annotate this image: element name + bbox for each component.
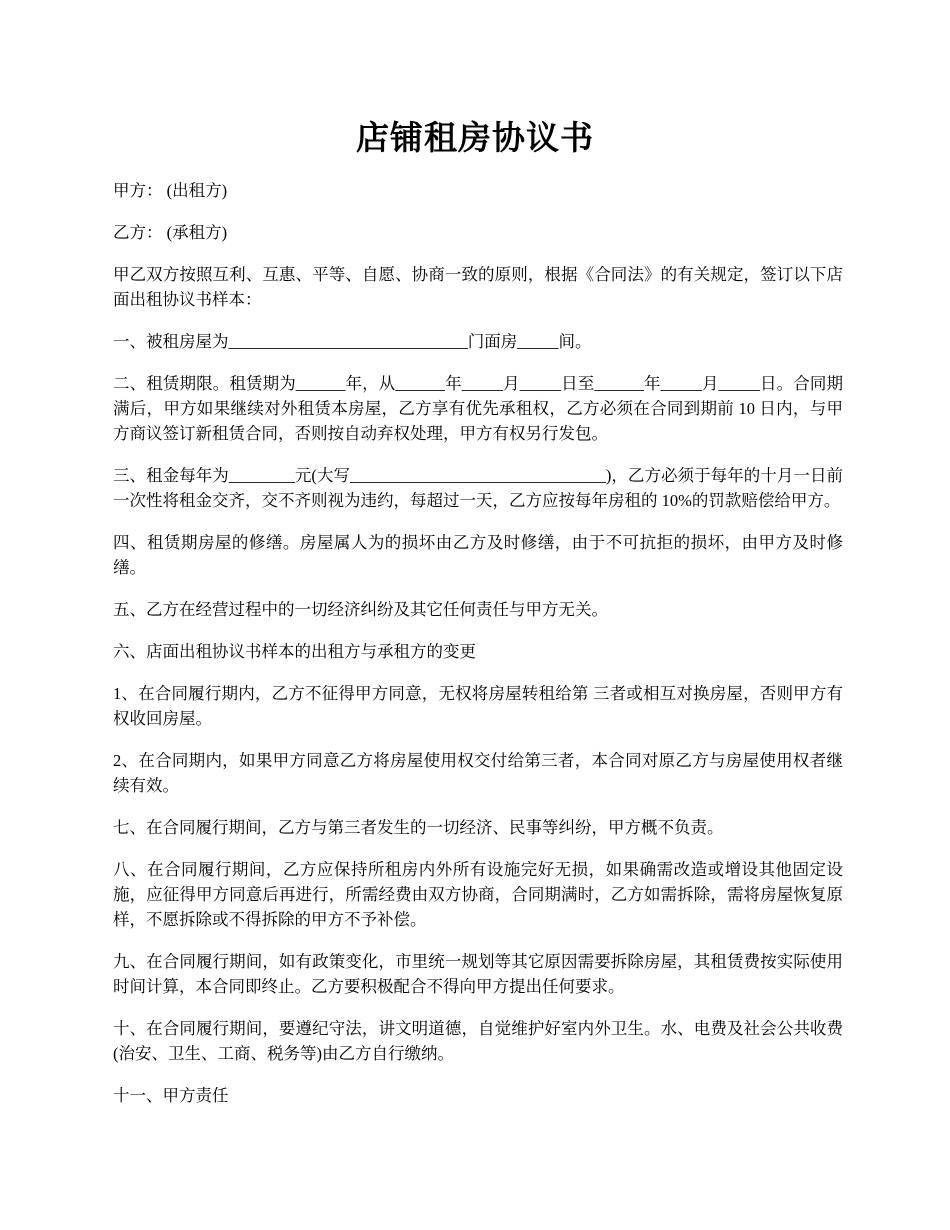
preamble-paragraph: 甲乙双方按照互利、互惠、平等、自愿、协商一致的原则，根据《合同法》的有关规定，签订以下店面出租协议书样本：: [113, 265, 843, 309]
clause-4-repairs: 四、租赁期房屋的修缮。房屋属人为的损坏由乙方及时修缮，由于不可抗拒的损坏，由甲方及时修缮。: [113, 533, 843, 577]
clause-10-conduct: 十、在合同履行期间，要遵纪守法，讲文明道德，自觉维护好室内外卫生。水、电费及社会公共收费(治安、卫生、工商、税务等)由乙方自行缴纳。: [113, 1019, 843, 1063]
clause-11-heading: 十一、甲方责任: [113, 1086, 229, 1105]
clause-8-facilities: 八、在合同履行期间，乙方应保持所租房内外所有设施完好无损，如果确需改造或增设其他固定设施，应征得甲方同意后再进行，所需经费由双方协商，合同期满时，乙方如需拆除，需将房屋恢复原样，不愿拆除或不得拆除的甲方不予补偿。: [113, 860, 843, 929]
clause-5-disputes: 五、乙方在经营过程中的一切经济纠纷及其它任何责任与甲方无关。: [113, 600, 608, 619]
clause-9-policy-change: 九、在合同履行期间，如有政策变化，市里统一规划等其它原因需要拆除房屋，其租赁费按实际使用时间计算，本合同即终止。乙方要积极配合不得向甲方提出任何要求。: [113, 952, 843, 996]
document-title: 店铺租房协议书: [356, 118, 594, 157]
clause-6-item-2: 2、在合同期内，如果甲方同意乙方将房屋使用权交付给第三者，本合同对原乙方与房屋使用权者继续有效。: [113, 751, 843, 795]
clause-6-item-1: 1、在合同履行期内，乙方不征得甲方同意，无权将房屋转租给第 三者或相互对换房屋，否则甲方有权收回房屋。: [113, 684, 843, 728]
clause-2-lease-term: 二、租赁期限。租赁期为______年，从______年_____月_____日至______年_____月_____日。合同期满后，甲方如果继续对外租赁本房屋，乙方享有优先承租权，乙方必须在合同到期前 10 日内，与甲方商议签订新租赁合同，否则按自动弃权处理，甲方有权另行发包。: [113, 374, 843, 443]
clause-1-premises: 一、被租房屋为_____________________________门面房_____间。: [113, 332, 592, 351]
clause-6-heading: 六、店面出租协议书样本的出租方与承租方的变更: [113, 642, 476, 661]
clause-7-third-party: 七、在合同履行期间，乙方与第三者发生的一切经济、民事等纠纷，甲方概不负责。: [113, 818, 724, 837]
party-a-line: 甲方： (出租方): [113, 181, 228, 200]
clause-3-rent: 三、租金每年为________元(大写_______________________________)，乙方必须于每年的十月一日前一次性将租金交齐，交不齐则视为违约，每超过一天，乙方应按每年房租的 10%的罚款赔偿给甲方。: [113, 466, 843, 510]
document-body: [113, 178, 843, 1125]
party-b-line: 乙方： (承租方): [113, 223, 228, 242]
